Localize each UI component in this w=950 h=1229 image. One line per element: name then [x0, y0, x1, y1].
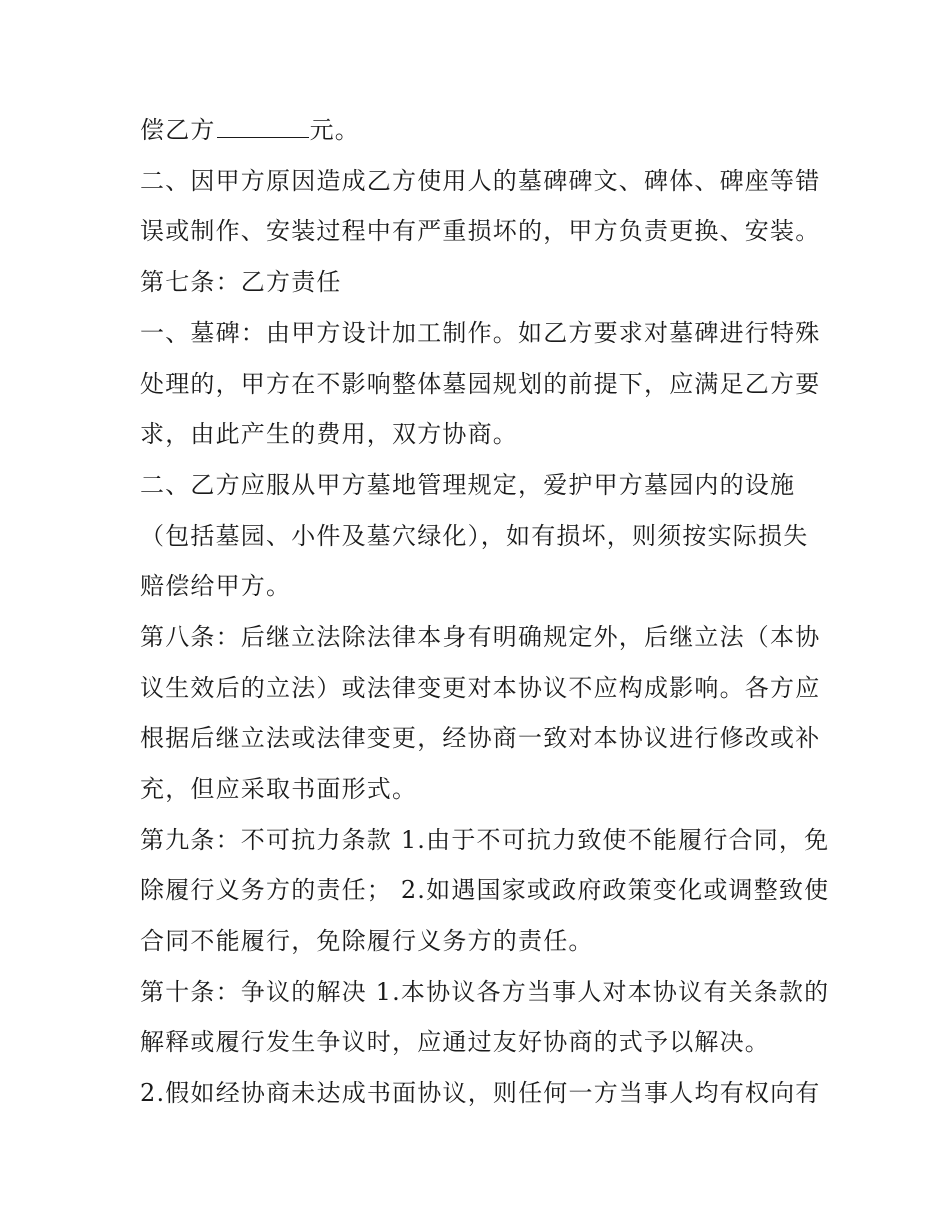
compensation-line — [140, 115, 360, 145]
text-line: 2.假如经协商未达成书面协议，则任何一方当事人均有权向有 — [140, 1079, 821, 1107]
text-line: 议生效后的立法）或法律变更对本协议不应构成影响。各方应 — [140, 674, 821, 702]
text-line: 根据后继立法或法律变更，经协商一致对本协议进行修改或补 — [140, 724, 821, 752]
text-line: 赔偿给甲方。 — [140, 572, 292, 600]
text-line: （包括墓园、小件及墓穴绿化），如有损坏，则须按实际损失 — [140, 522, 809, 550]
text-line: 合同不能履行，免除履行义务方的责任。 — [140, 927, 594, 955]
section-heading-article-10: 第十条：争议的解决 1.本协议各方当事人对本协议有关条款的 — [140, 978, 830, 1006]
text-segment: 偿乙方 — [140, 116, 216, 144]
text-line: 处理的，甲方在不影响整体墓园规划的前提下，应满足乙方要 — [140, 370, 821, 398]
text-segment: 元。 — [309, 116, 361, 144]
text-line: 求，由此产生的费用，双方协商。 — [140, 420, 518, 448]
section-heading-article-7: 第七条：乙方责任 — [140, 268, 342, 296]
text-line: 一、墓碑：由甲方设计加工制作。如乙方要求对墓碑进行特殊 — [140, 319, 821, 347]
text-line: 充，但应采取书面形式。 — [140, 775, 418, 803]
text-line: 除履行义务方的责任； 2.如遇国家或政府政策变化或调整致使 — [140, 876, 830, 904]
section-heading-article-8: 第八条：后继立法除法律本身有明确规定外，后继立法（本协 — [140, 623, 821, 651]
section-heading-article-9: 第九条：不可抗力条款 1.由于不可抗力致使不能履行合同，免 — [140, 826, 830, 854]
text-line: 二、因甲方原因造成乙方使用人的墓碑碑文、碑体、碑座等错 — [140, 167, 821, 195]
text-line: 误或制作、安装过程中有严重损坏的，甲方负责更换、安装。 — [140, 217, 821, 245]
text-line: 二、乙方应服从甲方墓地管理规定，爱护甲方墓园内的设施 — [140, 471, 796, 499]
text-line: 解释或履行发生争议时，应通过友好协商的式予以解决。 — [140, 1028, 770, 1056]
blank-amount-field[interactable] — [217, 117, 309, 138]
